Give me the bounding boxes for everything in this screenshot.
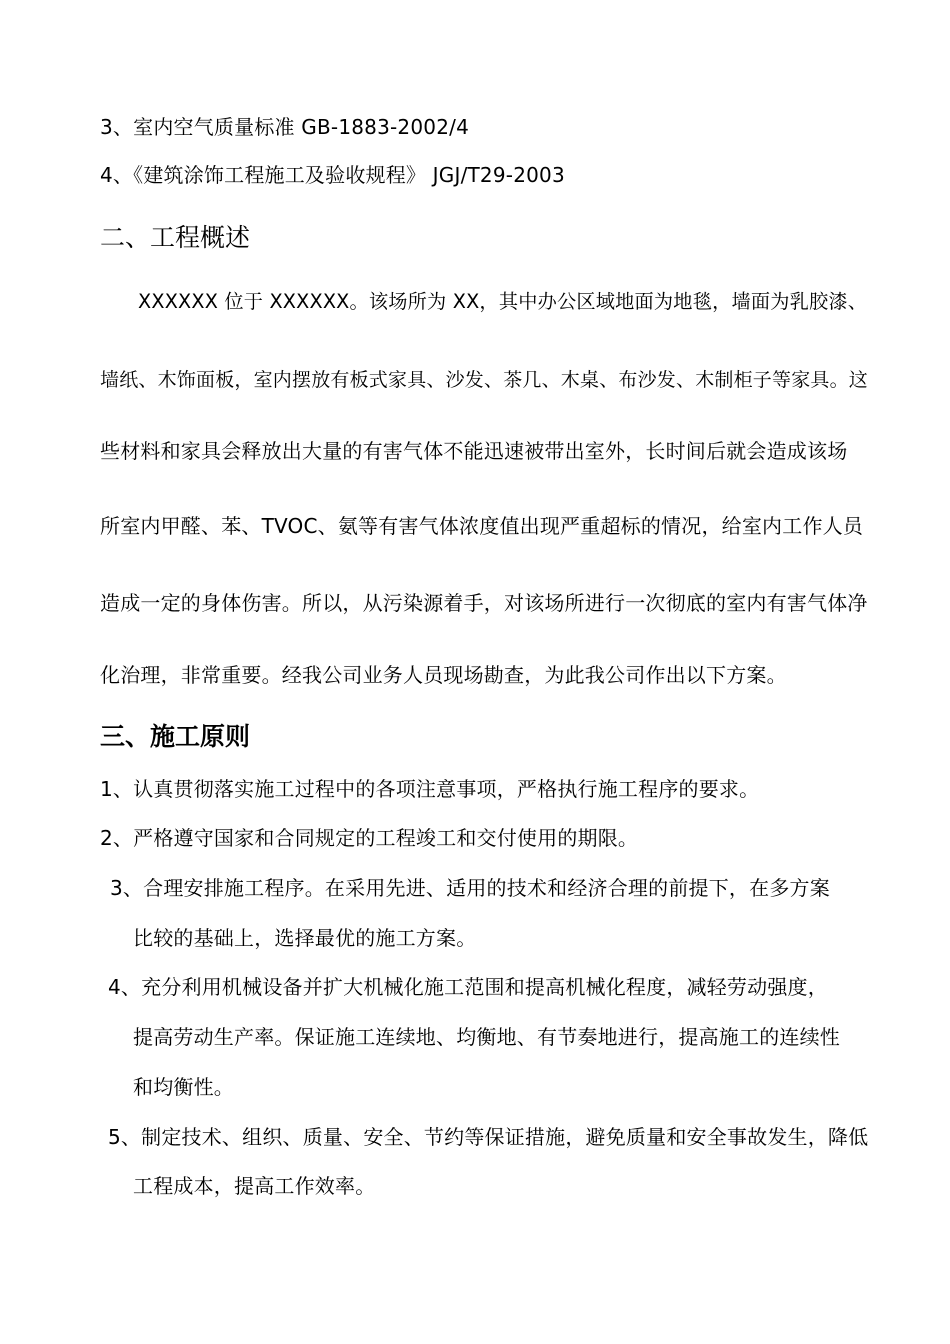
reference-item-3: 3、室内空气质量标准 GB-1883-2002/4 — [100, 115, 469, 139]
principle-item-5-cont: 工程成本，提高工作效率。 — [133, 1174, 376, 1198]
overview-line-1: XXXXXX 位于 XXXXXX。该场所为 XX，其中办公区域地面为地毯，墙面为乳胶漆、 — [138, 290, 868, 313]
principle-item-4: 4、充分利用机械设备并扩大机械化施工范围和提高机械化程度，减轻劳动强度， — [108, 975, 828, 999]
principle-item-3-cont: 比较的基础上，选择最优的施工方案。 — [133, 926, 477, 950]
overview-line-6: 化治理，非常重要。经我公司业务人员现场勘查，为此我公司作出以下方案。 — [100, 663, 787, 687]
overview-line-2: 墙纸、木饰面板，室内摆放有板式家具、沙发、茶几、木桌、布沙发、木制柜子等家具。这 — [100, 369, 869, 391]
overview-line-3: 些材料和家具会释放出大量的有害气体不能迅速被带出室外，长时间后就会造成该场 — [100, 439, 848, 463]
principle-item-3: 3、合理安排施工程序。在采用先进、适用的技术和经济合理的前提下，在多方案 — [110, 876, 830, 900]
section-heading-overview: 二、工程概述 — [100, 223, 251, 252]
section-heading-principles: 三、施工原则 — [100, 722, 251, 751]
principle-item-1: 1、认真贯彻落实施工过程中的各项注意事项，严格执行施工程序的要求。 — [100, 777, 760, 801]
reference-item-4: 4、《建筑涂饰工程施工及验收规程》 JGJ/T29-2003 — [100, 163, 565, 187]
overview-line-5: 造成一定的身体伤害。所以，从污染源着手，对该场所进行一次彻底的室内有害气体净 — [100, 591, 868, 615]
principle-item-5: 5、制定技术、组织、质量、安全、节约等保证措施，避免质量和安全事故发生，降低 — [108, 1125, 869, 1149]
principle-item-4-cont-2: 和均衡性。 — [133, 1075, 234, 1099]
principle-item-4-cont-1: 提高劳动生产率。保证施工连续地、均衡地、有节奏地进行，提高施工的连续性 — [133, 1025, 840, 1049]
principle-item-2: 2、严格遵守国家和合同规定的工程竣工和交付使用的期限。 — [100, 826, 639, 850]
overview-line-4: 所室内甲醛、苯、TVOC、氨等有害气体浓度值出现严重超标的情况，给室内工作人员 — [100, 514, 864, 538]
